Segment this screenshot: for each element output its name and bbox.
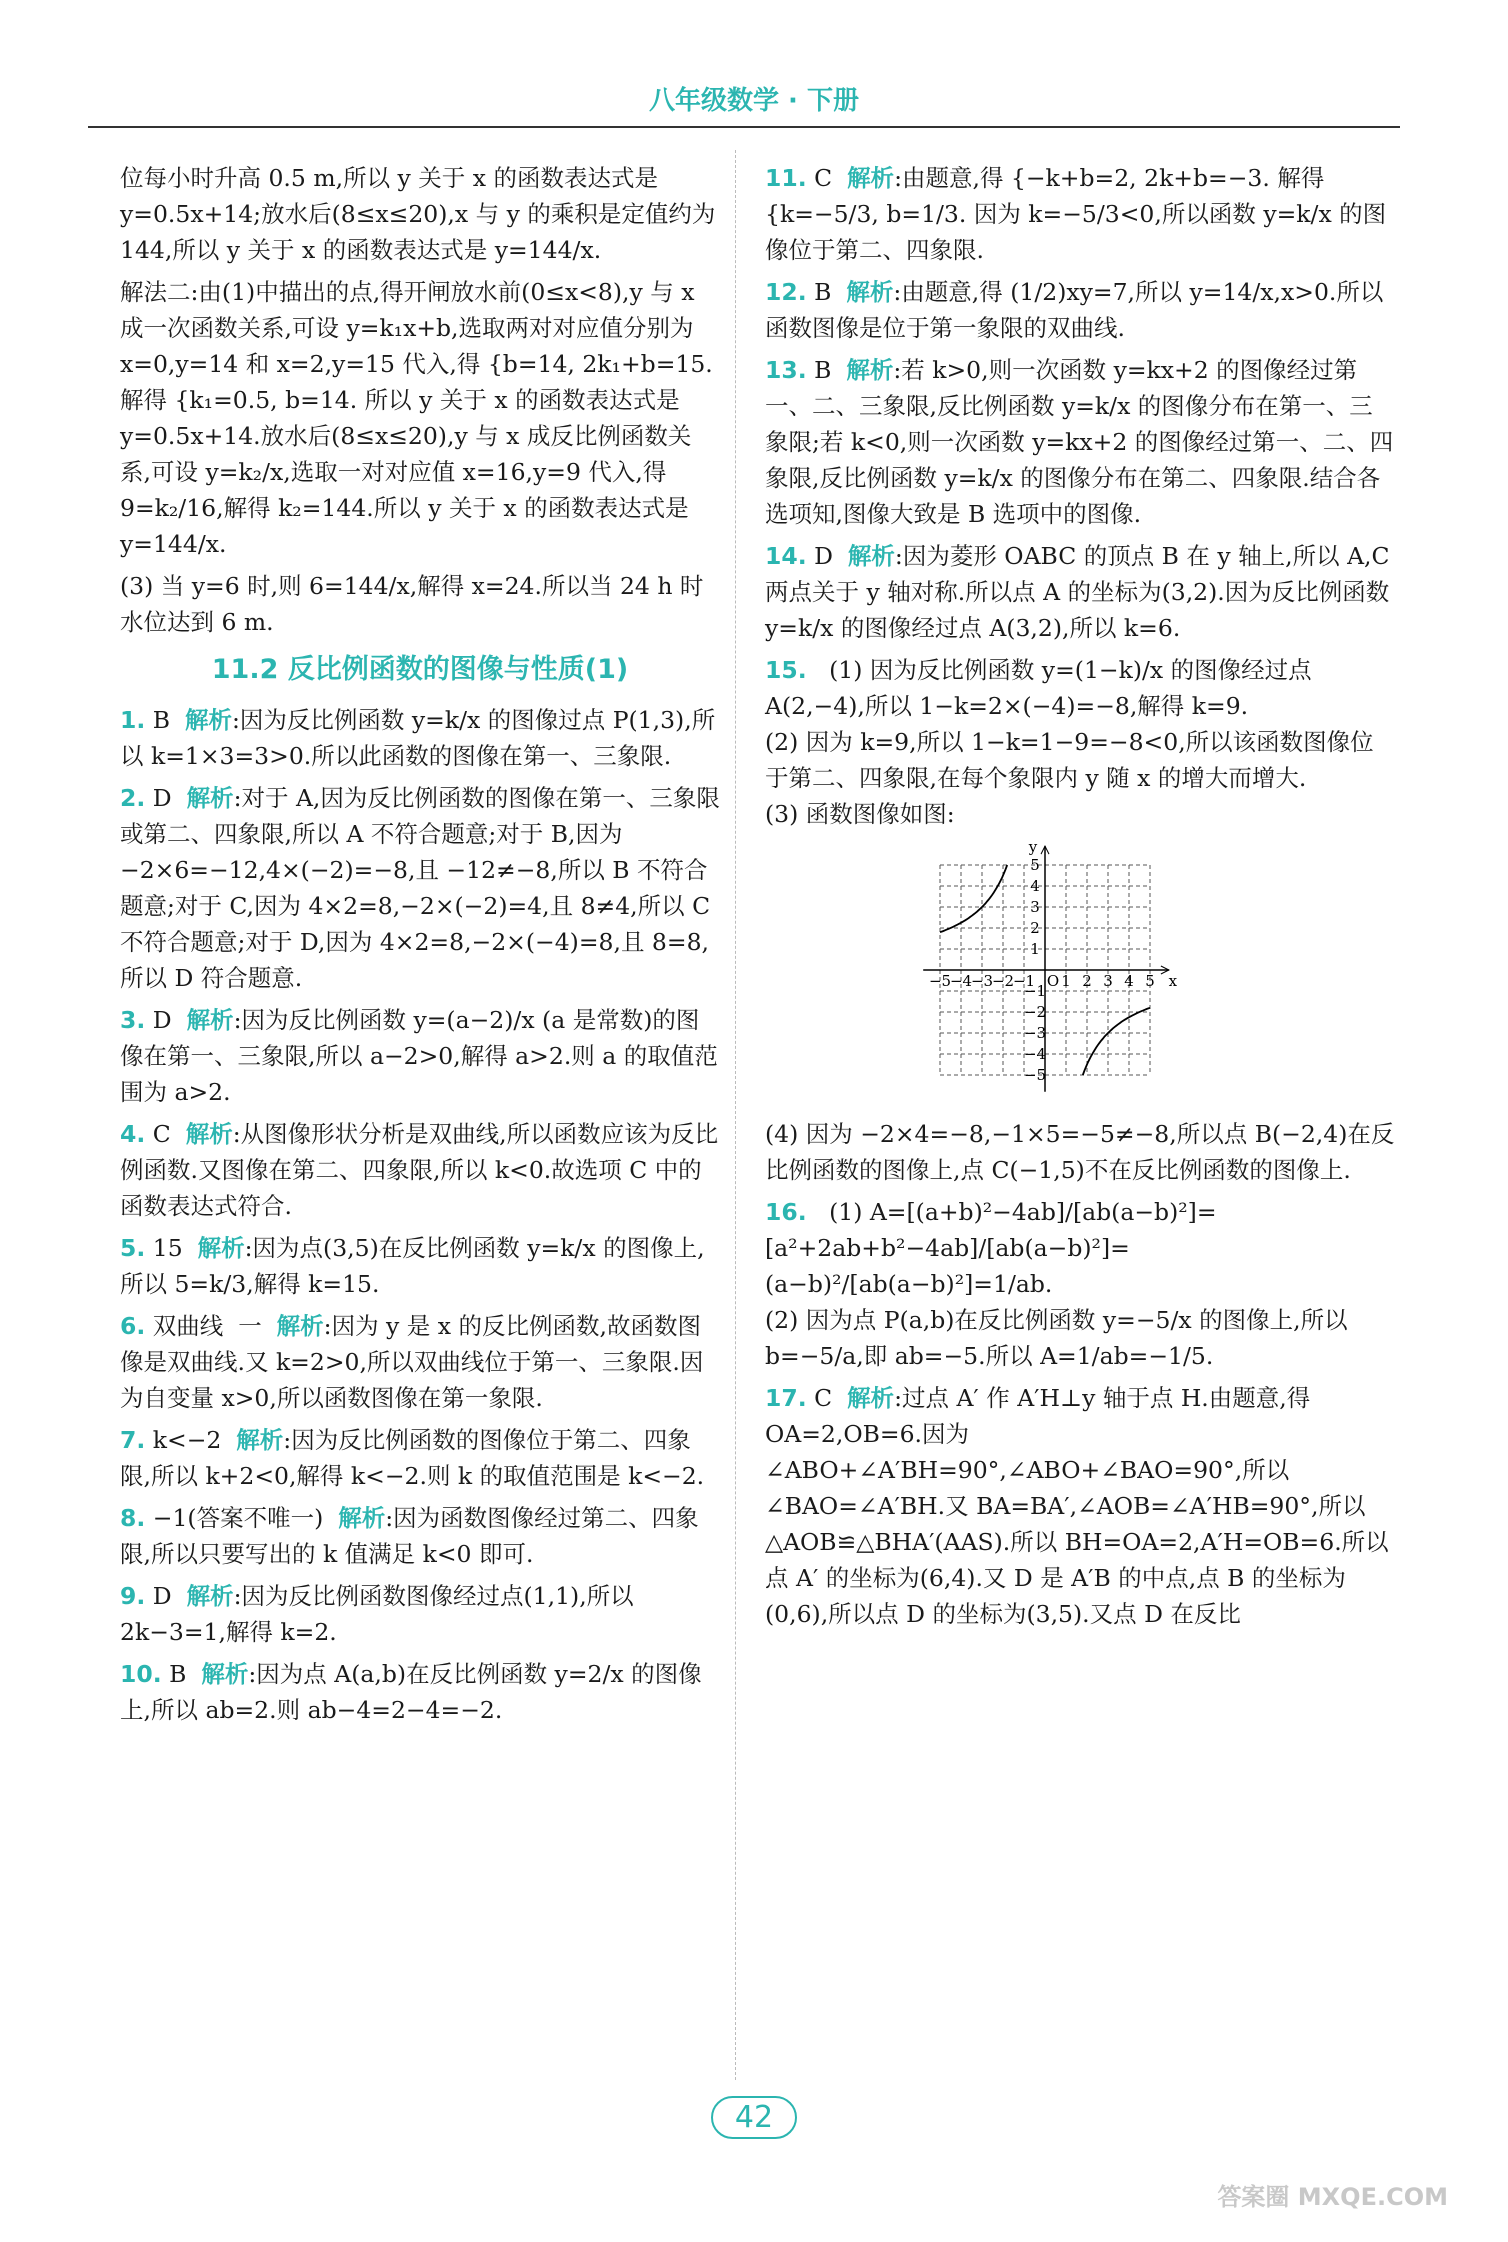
answer-item bbox=[120, 1656, 720, 1728]
x-tick-label: 5 bbox=[1145, 972, 1155, 990]
right-answer-list-2 bbox=[765, 1194, 1395, 1632]
item-text: :由题意,得 (1/2)xy=7,所以 y=14/x,x>0.所以函数图像是位于第一象限的双曲线. bbox=[765, 278, 1384, 342]
item-number: 2. bbox=[120, 784, 146, 812]
answer-item bbox=[120, 702, 720, 774]
item-number: 11. bbox=[765, 164, 807, 192]
analysis-tag: 解析 bbox=[236, 1426, 284, 1454]
analysis-tag: 解析 bbox=[847, 542, 895, 570]
analysis-tag: 解析 bbox=[186, 1582, 234, 1610]
item-text: :从图像形状分析是双曲线,所以函数应该为反比例函数.又图像在第二、四象限,所以 k<0.故选项 C 中的函数表达式符合. bbox=[120, 1120, 719, 1220]
function-graph bbox=[915, 840, 1395, 1110]
item-text: :因为点(3,5)在反比例函数 y=k/x 的图像上,所以 5=k/3,解得 k=15. bbox=[120, 1234, 705, 1298]
item-answer: D bbox=[152, 784, 172, 812]
intro-paragraph: 解法二:由(1)中描出的点,得开闸放水前(0≤x<8),y 与 x 成一次函数关系,可设 y=k₁x+b,选取两对对应值分别为 x=0,y=14 和 x=2,y=15 代入,得 {b=14, 2k₁+b=15. 解得 {k₁=0.5, b=14. 所以 y 关于 x 的函数表达式是 y=0.5x+14.放水后(8≤x≤20),y 与 x 成反比例函数关系,可设 y=k₂/x,选取一对对应值 x=16,y=9 代入,得 9=k₂/16,解得 k₂=144.所以 y 关于 x 的函数表达式是 y=144/x. bbox=[120, 278, 721, 558]
item-answer: B bbox=[814, 278, 832, 306]
x-tick-label: −5 bbox=[928, 972, 952, 990]
header-rule bbox=[88, 126, 1400, 128]
answer-item bbox=[765, 538, 1395, 646]
intro-paragraph: (3) 当 y=6 时,则 6=144/x,解得 x=24.所以当 24 h 时水位达到 6 m. bbox=[120, 572, 704, 636]
answer-item bbox=[765, 160, 1395, 268]
answer-item bbox=[765, 352, 1395, 532]
analysis-tag: 解析 bbox=[197, 1234, 245, 1262]
x-tick-label: 1 bbox=[1061, 972, 1071, 990]
page-header: 八年级数学 · 下册 bbox=[649, 86, 859, 116]
item-text: :由题意,得 {−k+b=2, 2k+b=−3. 解得 {k=−5/3, b=1/3. 因为 k=−5/3<0,所以函数 y=k/x 的图像位于第二、四象限. bbox=[765, 164, 1387, 264]
x-axis-label: x bbox=[1168, 972, 1178, 990]
item-answer: B bbox=[169, 1660, 187, 1688]
item-text: :因为菱形 OABC 的顶点 B 在 y 轴上,所以 A,C 两点关于 y 轴对称.所以点 A 的坐标为(3,2).因为反比例函数 y=k/x 的图像经过点 A(3,2),所以 k=6. bbox=[765, 542, 1397, 642]
x-tick-label: 3 bbox=[1103, 972, 1113, 990]
analysis-tag: 解析 bbox=[847, 1384, 895, 1412]
item-answer: k<−2 bbox=[152, 1426, 222, 1454]
answer-item bbox=[120, 1422, 720, 1494]
analysis-tag: 解析 bbox=[185, 1120, 233, 1148]
y-tick-label: −3 bbox=[1023, 1024, 1047, 1042]
item-answer: C bbox=[814, 164, 833, 192]
analysis-tag: 解析 bbox=[338, 1504, 386, 1532]
item-answer: D bbox=[814, 542, 833, 570]
answer-item bbox=[120, 1002, 720, 1110]
y-tick-label: −4 bbox=[1023, 1045, 1047, 1063]
analysis-tag: 解析 bbox=[186, 784, 234, 812]
section-title: 11.2 反比例函数的图像与性质(1) bbox=[211, 654, 629, 685]
item-answer: B bbox=[814, 356, 832, 384]
answer-item bbox=[120, 1116, 720, 1224]
curve-branch-second-quadrant bbox=[940, 865, 1007, 932]
origin-label: O bbox=[1046, 972, 1060, 990]
graph-svg bbox=[915, 838, 1178, 1100]
y-tick-label: 1 bbox=[1030, 940, 1040, 958]
y-tick-label: −2 bbox=[1023, 1003, 1047, 1021]
y-tick-label: −5 bbox=[1023, 1066, 1047, 1084]
item-text: :因为反比例函数图像经过点(1,1),所以 2k−3=1,解得 k=2. bbox=[120, 1582, 642, 1646]
answer-item bbox=[765, 274, 1395, 346]
item-text: :因为函数图像经过第二、四象限,所以只要写出的 k 值满足 k<0 即可. bbox=[120, 1504, 699, 1568]
item-number: 15. bbox=[765, 656, 807, 684]
left-column bbox=[120, 160, 723, 1734]
item-answer: −1(答案不唯一) bbox=[152, 1504, 324, 1532]
right-column bbox=[765, 160, 1395, 1638]
x-tick-label: −2 bbox=[991, 972, 1015, 990]
item-number: 10. bbox=[120, 1660, 162, 1688]
analysis-tag: 解析 bbox=[186, 1006, 234, 1034]
analysis-tag: 解析 bbox=[185, 706, 232, 734]
item-text: :若 k>0,则一次函数 y=kx+2 的图像经过第一、二、三象限,反比例函数 y=k/x 的图像分布在第一、三象限;若 k<0,则一次函数 y=kx+2 的图像经过第一、二、四象限,反比例函数 y=k/x 的图像分布在第二、四象限.结合各选项知,图像大致是 B 选项中的图像. bbox=[765, 356, 1394, 528]
answer-item bbox=[765, 1194, 1395, 1374]
item-number: 7. bbox=[120, 1426, 146, 1454]
analysis-tag: 解析 bbox=[201, 1660, 249, 1688]
intro-paragraph: 位每小时升高 0.5 m,所以 y 关于 x 的函数表达式是 y=0.5x+14;放水后(8≤x≤20),x 与 y 的乘积是定值约为 144,所以 y 关于 x 的函数表达式是 y=144/x. bbox=[120, 164, 723, 264]
analysis-tag: 解析 bbox=[276, 1312, 324, 1340]
item-number: 6. bbox=[120, 1312, 146, 1340]
answer-item bbox=[120, 1308, 720, 1416]
item-answer: C bbox=[814, 1384, 833, 1412]
item-number: 9. bbox=[120, 1582, 146, 1610]
x-tick-label: −3 bbox=[970, 972, 994, 990]
item-answer: C bbox=[152, 1120, 171, 1148]
curve-branch-fourth-quadrant bbox=[1083, 1008, 1150, 1075]
answer-item bbox=[120, 780, 720, 996]
item-number: 4. bbox=[120, 1120, 146, 1148]
item-text: :对于 A,因为反比例函数的图像在第一、三象限或第二、四象限,所以 A 不符合题意;对于 B,因为 −2×6=−12,4×(−2)=−8,且 −12≠−8,所以 B 不符合题意;对于 C,因为 4×2=8,−2×(−2)=4,且 8≠4,所以 C 不符合题意;对于 D,因为 4×2=8,−2×(−4)=8,且 8=8,所以 D 符合题意. bbox=[120, 784, 720, 992]
y-tick-label: 3 bbox=[1030, 898, 1040, 916]
item-answer: D bbox=[152, 1582, 172, 1610]
answer-item bbox=[765, 1380, 1395, 1632]
y-axis-label: y bbox=[1028, 838, 1038, 857]
x-tick-label: −1 bbox=[1012, 972, 1036, 990]
item-text: (1) 因为反比例函数 y=(1−k)/x 的图像经过点 A(2,−4),所以 1−k=2×(−4)=−8,解得 k=9. (2) 因为 k=9,所以 1−k=1−9=−8<0,所以该函数图像位于第二、四象限,在每个象限内 y 随 x 的增大而增大. (3) 函数图像如图: bbox=[765, 656, 1374, 828]
item-number: 3. bbox=[120, 1006, 146, 1034]
item-number: 14. bbox=[765, 542, 807, 570]
page-number: 42 bbox=[0, 2100, 1508, 2135]
x-tick-label: −4 bbox=[949, 972, 973, 990]
left-answer-list bbox=[120, 702, 720, 1728]
item-text: :因为反比例函数的图像位于第二、四象限,所以 k+2<0,解得 k<−2.则 k 的取值范围是 k<−2. bbox=[120, 1426, 705, 1490]
item-text: :因为反比例函数 y=k/x 的图像过点 P(1,3),所以 k=1×3=3>0.所以此函数的图像在第一、三象限. bbox=[120, 706, 716, 770]
answer-15-part4: (4) 因为 −2×4=−8,−1×5=−5≠−8,所以点 B(−2,4)在反比例函数的图像上,点 C(−1,5)不在反比例函数的图像上. bbox=[765, 1120, 1395, 1184]
answer-item bbox=[120, 1230, 720, 1302]
right-answer-list bbox=[765, 160, 1395, 832]
y-tick-label: 5 bbox=[1030, 856, 1040, 874]
y-tick-label: 2 bbox=[1030, 919, 1040, 937]
answer-item bbox=[120, 1578, 720, 1650]
item-text: :因为反比例函数 y=(a−2)/x (a 是常数)的图像在第一、三象限,所以 a−2>0,解得 a>2.则 a 的取值范围为 a>2. bbox=[120, 1006, 718, 1106]
item-answer: D bbox=[152, 1006, 172, 1034]
item-text: :过点 A′ 作 A′H⊥y 轴于点 H.由题意,得 OA=2,OB=6.因为 ∠ABO+∠A′BH=90°,∠ABO+∠BAO=90°,所以 ∠BAO=∠A′BH.又 BA=BA′,∠AOB=∠A′HB=90°,所以 △AOB≌△BHA′(AAS).所以 BH=OA=2,A′H=OB=6.所以点 A′ 的坐标为(6,4).又 D 是 A′B 的中点,点 B 的坐标为(0,6),所以点 D 的坐标为(3,5).又点 D 在反比 bbox=[765, 1384, 1389, 1628]
item-answer: 双曲线 一 bbox=[152, 1312, 262, 1340]
item-text: (1) A=[(a+b)²−4ab]/[ab(a−b)²]=[a²+2ab+b²−4ab]/[ab(a−b)²]=(a−b)²/[ab(a−b)²]=1/ab. (2) 因为点 P(a,b)在反比例函数 y=−5/x 的图像上,所以 b=−5/a,即 ab=−5.所以 A=1/ab=−1/5. bbox=[765, 1198, 1348, 1370]
item-text: :因为点 A(a,b)在反比例函数 y=2/x 的图像上,所以 ab=2.则 ab−4=2−4=−2. bbox=[120, 1660, 702, 1724]
analysis-tag: 解析 bbox=[846, 356, 894, 384]
watermark: 答案圈 MXQE.COM bbox=[1217, 2183, 1448, 2211]
x-tick-label: 2 bbox=[1082, 972, 1092, 990]
item-number: 12. bbox=[765, 278, 807, 306]
answer-item bbox=[765, 652, 1395, 832]
item-answer: B bbox=[152, 706, 171, 734]
x-tick-label: 4 bbox=[1124, 972, 1134, 990]
item-number: 5. bbox=[120, 1234, 146, 1262]
column-divider bbox=[735, 150, 736, 2080]
item-answer: 15 bbox=[152, 1234, 183, 1262]
analysis-tag: 解析 bbox=[847, 164, 895, 192]
item-number: 16. bbox=[765, 1198, 807, 1226]
answer-item bbox=[120, 1500, 720, 1572]
y-tick-label: 4 bbox=[1030, 877, 1040, 895]
item-number: 13. bbox=[765, 356, 807, 384]
y-tick-label: −1 bbox=[1023, 982, 1047, 1000]
item-number: 1. bbox=[120, 706, 146, 734]
item-text: :因为 y 是 x 的反比例函数,故函数图像是双曲线.又 k=2>0,所以双曲线位于第一、三象限.因为自变量 x>0,所以函数图像在第一象限. bbox=[120, 1312, 704, 1412]
analysis-tag: 解析 bbox=[846, 278, 894, 306]
item-number: 8. bbox=[120, 1504, 146, 1532]
item-number: 17. bbox=[765, 1384, 807, 1412]
